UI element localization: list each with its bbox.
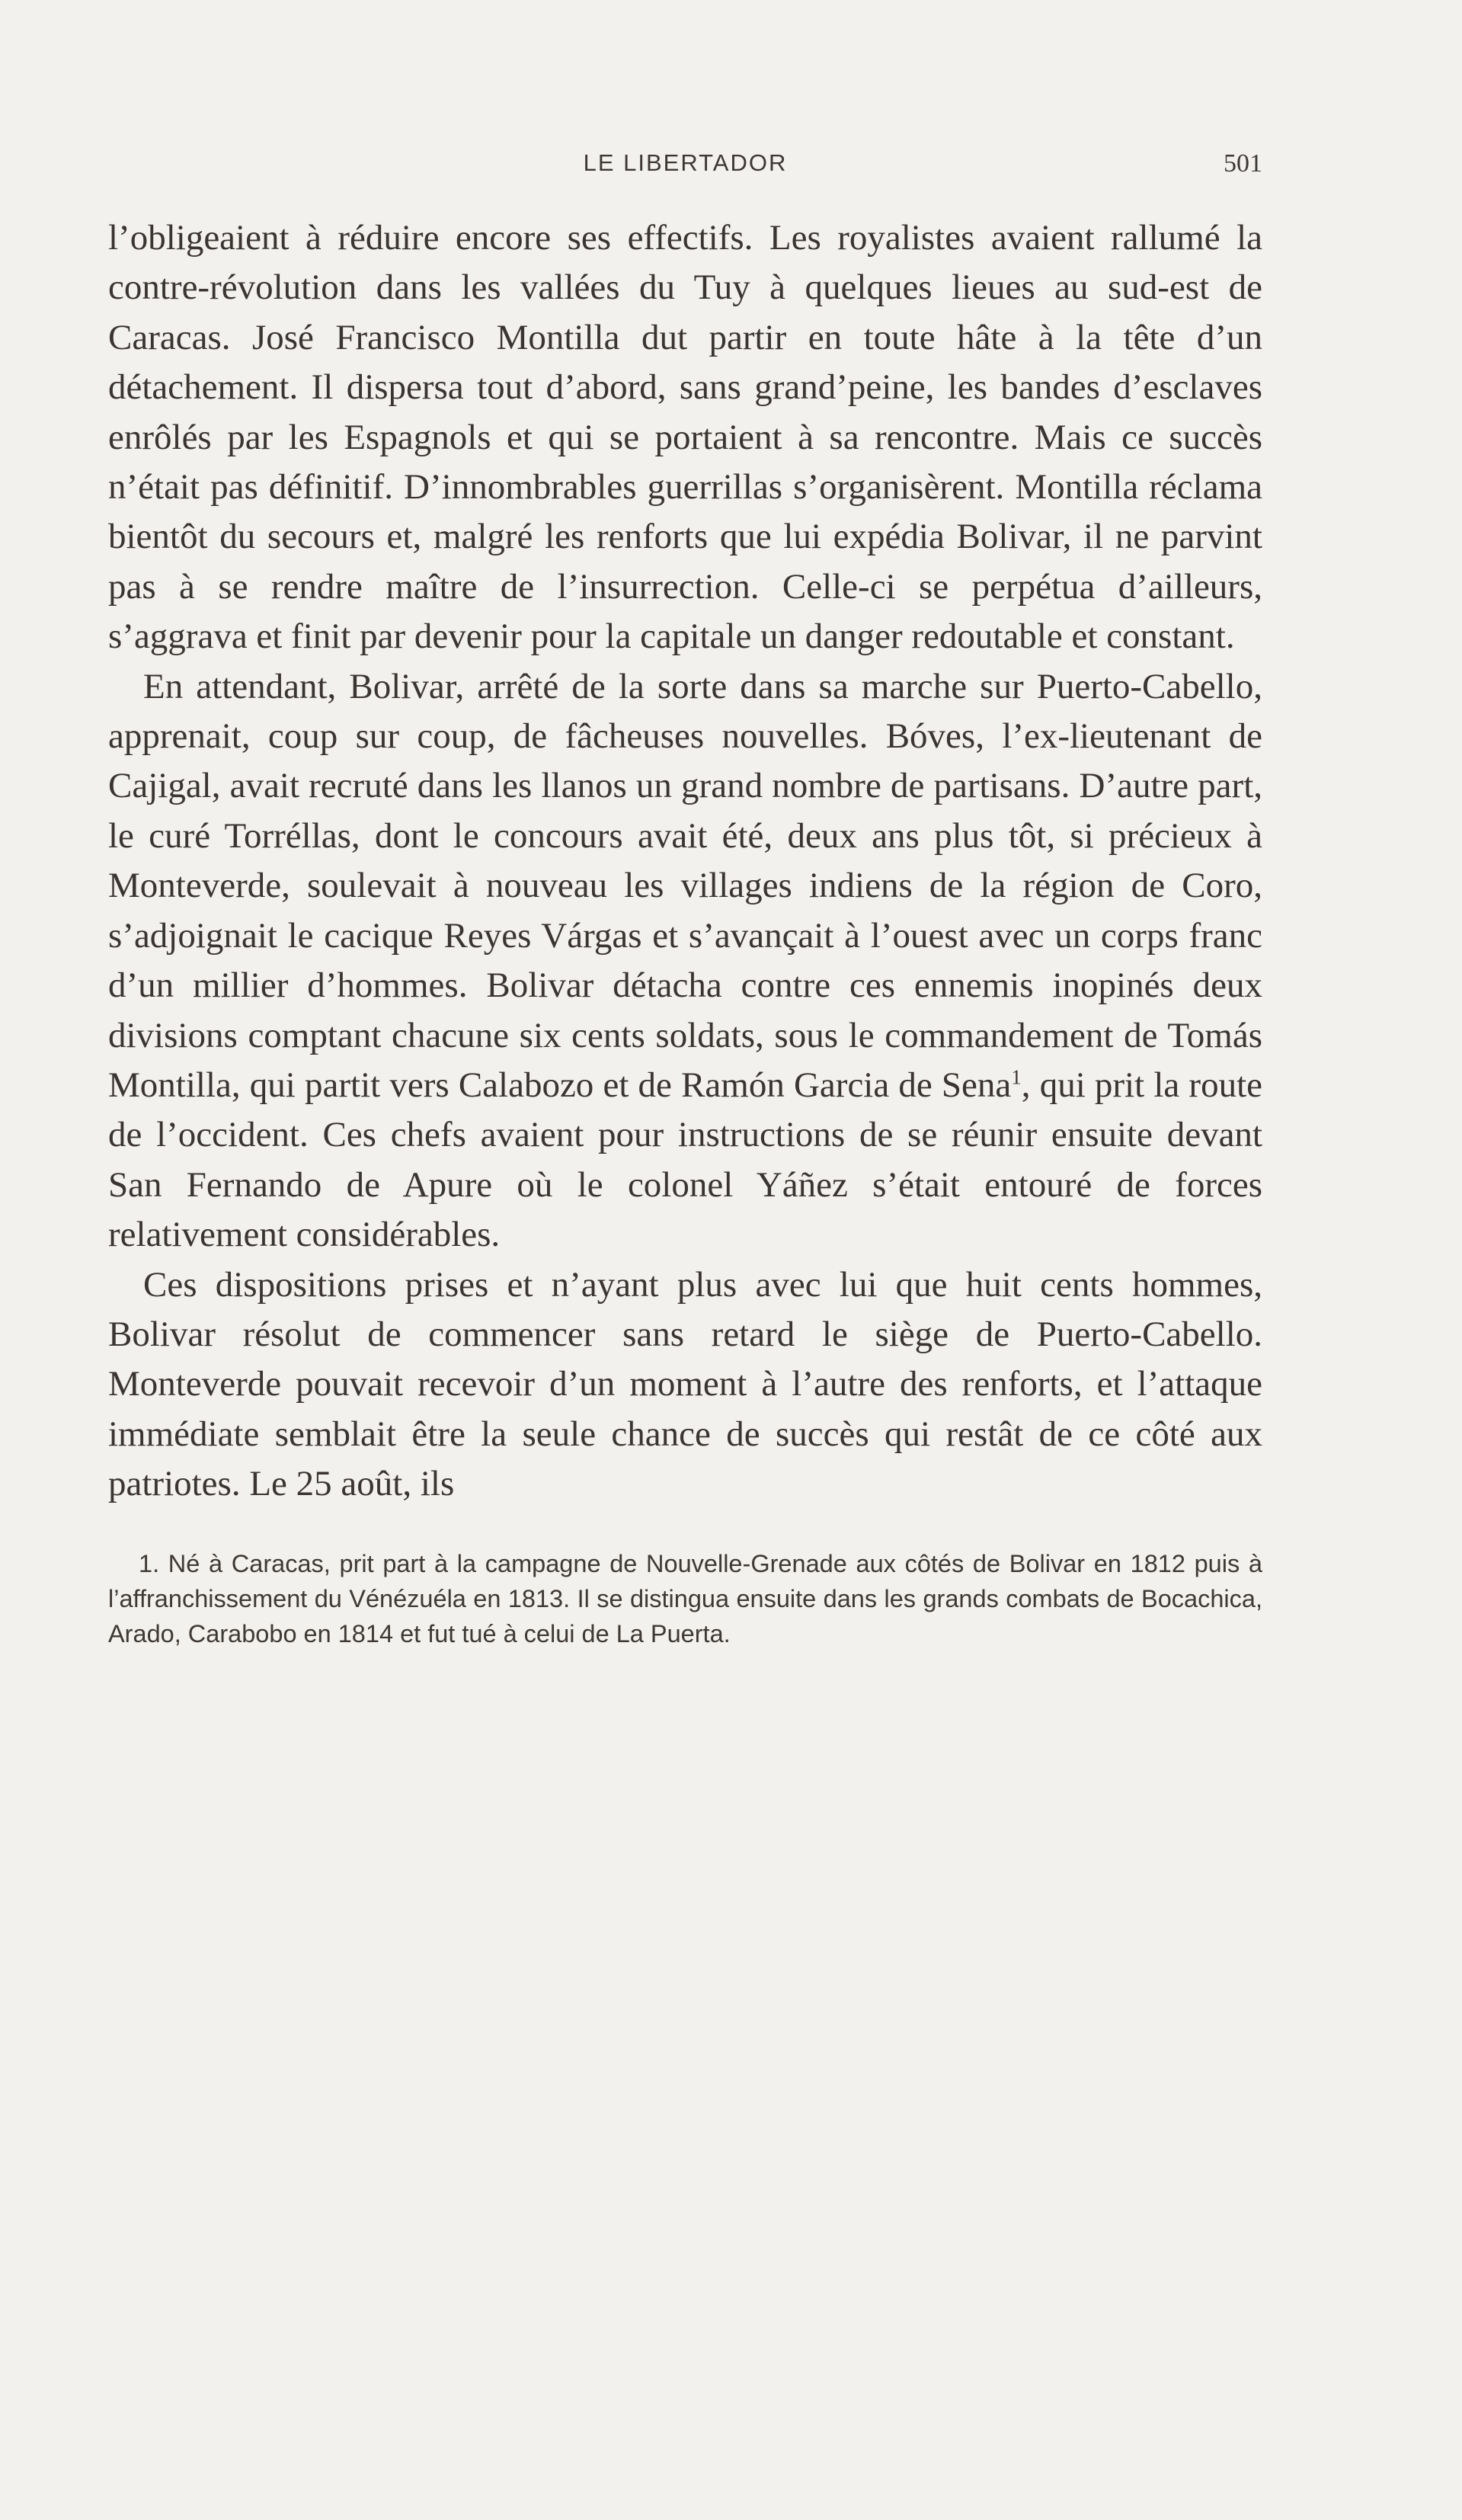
footnote-reference: 1 [1011,1065,1022,1089]
paragraph-3: Ces dispositions prises et n’ayant plus avec lui que huit cents hommes, Bolivar résolut de commencer sans retard le siège de Puerto-Cabello. Monteverde pouvait recevoir d’un moment à l’autre des renforts, et l’attaque immédiate semblait être la seule chance de succès qui restât de ce côté aux patriotes. Le 25 août, ils [108,1264,1262,1504]
paragraph-2 [108,662,1262,1260]
running-title: LE LIBERTADOR [583,149,788,176]
footnotes [108,1546,1262,1651]
paragraph-2-continuation: , qui prit la route de l’occident. Ces chefs avaient pour instructions de se réunir ensuite devant San Fernando de Apure où le colonel Yáñez s’était entouré de forces relativement considérables. [108,1065,1262,1255]
paragraph-2-text: En attendant, Bolivar, arrêté de la sorte dans sa marche sur Puerto-Cabello, apprenait, coup sur coup, de fâcheuses nouvelles. Bóves, l’ex-lieutenant de Cajigal, avait recruté dans les llanos un grand nombre de partisans. D’autre part, le curé Torréllas, dont le concours avait été, deux ans plus tôt, si précieux à Monteverde, soulevait à nouveau les villages indiens de la région de Coro, s’adjoignait le cacique Reyes Várgas et s’avançait à l’ouest avec un corps franc d’un millier d’hommes. Bolivar détacha contre ces ennemis inopinés deux divisions comptant chacune six cents soldats, sous le commandement de Tomás Montilla, qui partit vers Calabozo et de Ramón Garcia de Sena [108,666,1262,1105]
footnote-1: 1. Né à Caracas, prit part à la campagne de Nouvelle-Grenade aux côtés de Bolivar en 1812 puis à l’affranchissement du Vénézuéla en 1813. Il se distingua ensuite dans les grands combats de Bocachica, Arado, Carabobo en 1814 et fut tué à celui de La Puerta. [108,1549,1262,1647]
page-number: 501 [1224,149,1262,178]
body-text [108,213,1262,1510]
running-head [108,149,1262,195]
paragraph-1: l’obligeaient à réduire encore ses effectifs. Les royalistes avaient rallumé la contre-révolution dans les vallées du Tuy à quelques lieues au sud-est de Caracas. José Francisco Montilla dut partir en toute hâte à la tête d’un détachement. Il dispersa tout d’abord, sans grand’peine, les bandes d’esclaves enrôlés par les Espagnols et qui se portaient à sa rencontre. Mais ce succès n’était pas définitif. D’innombrables guerrillas s’organisèrent. Montilla réclama bientôt du secours et, malgré les renforts que lui expédia Bolivar, il ne parvint pas à se rendre maître de l’insurrection. Celle-ci se perpétua d’ailleurs, s’aggrava et finit par devenir pour la capitale un danger redoutable et constant. [108,218,1262,657]
book-page [108,149,1262,1651]
